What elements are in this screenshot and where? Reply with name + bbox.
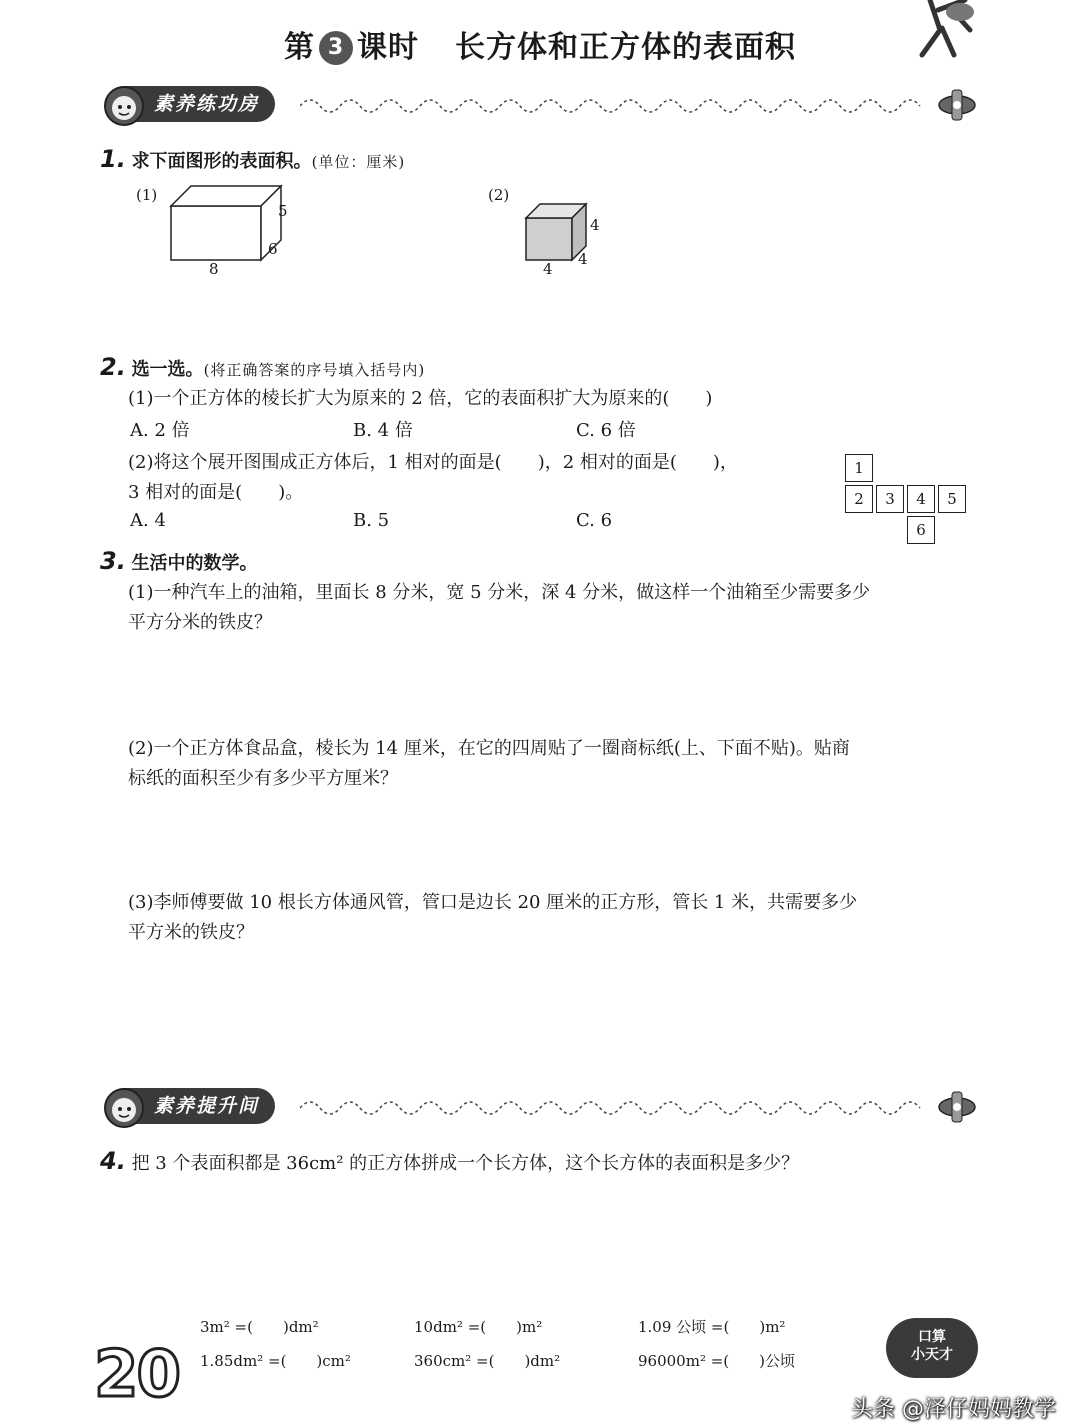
cube-height-label: 4	[590, 216, 600, 234]
net-face-4: 4	[907, 485, 935, 513]
question-4-number: 4.	[100, 1147, 126, 1175]
question-1-heading	[100, 144, 405, 177]
question-2-number: 2.	[100, 353, 126, 381]
cube-length-label: 4	[543, 260, 553, 278]
drill-item-4: 1.85dm² =( )cm²	[200, 1352, 351, 1370]
lesson-number-badge: 3	[319, 31, 353, 65]
question-1-unit-note: (单位：厘米)	[311, 153, 406, 171]
title-middle: 课时	[357, 30, 419, 65]
badge-line-2: 小天才	[911, 1347, 953, 1363]
net-face-6: 6	[907, 516, 935, 544]
question-3-1-line2: 平方分米的铁皮？	[128, 612, 272, 633]
question-3-number: 3.	[100, 547, 126, 575]
mental-math-badge	[886, 1318, 978, 1378]
question-2-1-option-c: C. 6 倍	[576, 420, 636, 441]
section-banner-improve	[100, 1088, 980, 1128]
badge-line-1: 口算	[918, 1329, 946, 1345]
cube-net	[845, 454, 971, 546]
drill-item-5: 360cm² =( )dm²	[414, 1352, 561, 1370]
question-3-2-line2: 标纸的面积至少有多少平方厘米？	[128, 768, 398, 789]
page-number: 20	[94, 1338, 180, 1412]
section-improve-label: 素养提升间	[106, 1088, 275, 1124]
net-face-5: 5	[938, 485, 966, 513]
wavy-divider	[300, 1094, 940, 1120]
airplane-icon	[932, 88, 982, 122]
question-3-3-line2: 平方米的铁皮？	[128, 922, 254, 943]
question-2-2-line1: (2)将这个展开图围成正方体后，1 相对的面是( )，2 相对的面是( )，	[128, 452, 738, 473]
question-3-heading	[100, 546, 258, 579]
title-main: 长方体和正方体的表面积	[455, 30, 796, 65]
question-2-1-text: (1)一个正方体的棱长扩大为原来的 2 倍，它的表面积扩大为原来的( )	[128, 388, 713, 409]
section-banner-practice	[100, 86, 980, 126]
net-face-3: 3	[876, 485, 904, 513]
question-3-title: 生活中的数学。	[131, 553, 258, 574]
title-prefix: 第	[284, 30, 315, 65]
cartoon-student-icon	[100, 80, 152, 128]
cuboid-height-label: 5	[278, 202, 288, 220]
cuboid-depth-label: 6	[268, 240, 278, 258]
drill-item-3: 1.09 公顷 =( )m²	[638, 1318, 786, 1336]
question-4-text: 把 3 个表面积都是 36cm² 的正方体拼成一个长方体，这个长方体的表面积是多少？	[131, 1153, 800, 1174]
net-face-1: 1	[845, 454, 873, 482]
question-4-heading	[100, 1146, 799, 1179]
question-1-number: 1.	[100, 145, 126, 173]
cuboid-length-label: 8	[209, 260, 219, 278]
question-2-1-option-b: B. 4 倍	[353, 420, 413, 441]
question-3-2-line1: (2)一个正方体食品盒，棱长为 14 厘米，在它的四周贴了一圈商标纸(上、下面不贴)。贴商	[128, 738, 850, 759]
figure-1-label: (1)	[136, 186, 158, 204]
cartoon-student-icon	[100, 1082, 152, 1130]
question-2-2-option-b: B. 5	[353, 510, 390, 531]
cuboid-figure	[165, 182, 295, 272]
question-2-1-option-a: A. 2 倍	[130, 420, 190, 441]
watermark: 头条 @泽仔妈妈教学	[851, 1397, 1056, 1422]
question-2-2-option-c: C. 6	[576, 510, 613, 531]
question-2-title: 选一选。	[131, 359, 204, 380]
drill-item-6: 96000m² =( )公顷	[638, 1352, 795, 1370]
question-3-1-line1: (1)一种汽车上的油箱，里面长 8 分米，宽 5 分米，深 4 分米，做这样一个油箱至少需要多少	[128, 582, 871, 603]
question-2-note: (将正确答案的序号填入括号内)	[203, 361, 426, 379]
cube-depth-label: 4	[578, 250, 588, 268]
drill-item-1: 3m² =( )dm²	[200, 1318, 319, 1336]
question-2-2-line2: 3 相对的面是( )。	[128, 482, 304, 503]
wavy-divider	[300, 92, 940, 118]
figure-2-label: (2)	[488, 186, 510, 204]
airplane-icon	[932, 1090, 982, 1124]
question-3-3-line1: (3)李师傅要做 10 根长方体通风管，管口是边长 20 厘米的正方形，管长 1 米，共需要多少	[128, 892, 858, 913]
question-1-title: 求下面图形的表面积。	[131, 151, 312, 172]
drill-item-2: 10dm² =( )m²	[414, 1318, 543, 1336]
question-2-heading	[100, 352, 425, 385]
net-face-2: 2	[845, 485, 873, 513]
section-practice-label: 素养练功房	[106, 86, 275, 122]
question-2-2-option-a: A. 4	[130, 510, 166, 531]
student-figure-icon	[910, 0, 990, 60]
